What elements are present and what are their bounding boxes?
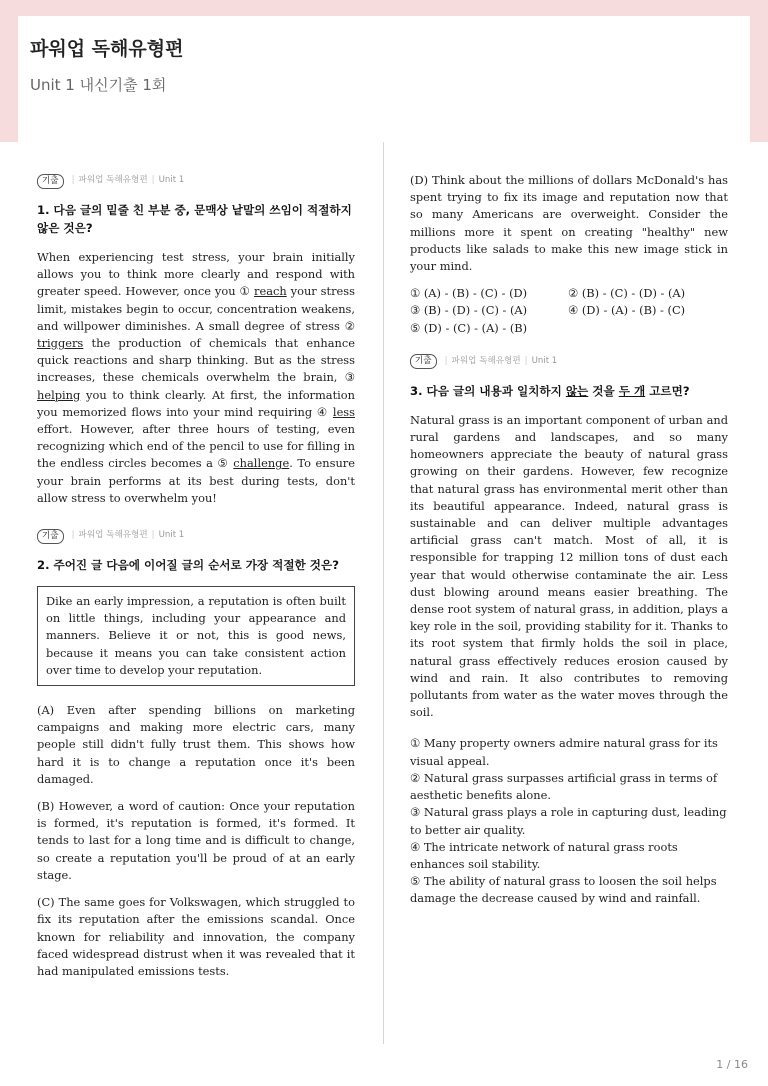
page-subtitle: Unit 1 내신기출 1회 [30, 76, 167, 94]
q2-option-2[interactable]: ② (B) - (C) - (D) - (A) [568, 286, 686, 301]
page-number: 1 / 16 [716, 1058, 748, 1071]
q2-option-3[interactable]: ③ (B) - (D) - (C) - (A) [410, 303, 528, 318]
page-title: 파워업 독해유형편 [30, 38, 184, 60]
q1-title: 1. 다음 글의 밑줄 친 부분 중, 문맥상 낱말의 쓰임이 적절하지 않은 것은? [37, 203, 352, 235]
q2-paragraph-a: (A) Even after spending billions on marketing campaigns and making more electric cars, many people still didn't fully trust them. This shows how hard it is to change a reputation once it's been damaged. [37, 703, 355, 786]
tagline-book: 파워업 독해유형편 [78, 175, 148, 186]
question-tagline: 기출 | 파워업 독해유형편 | Unit 1 [37, 527, 355, 545]
q1-passage: When experiencing test stress, your brain initially allows you to think more clearly and respond with greater speed. However, once you ① reach your stress limit, mistakes begin to occur, concentration weakens, and willpower diminishes. A small degree of stress ② triggers the production of chemicals that enhance quick reactions and sharp thinking. But as the stress increases, these chemicals overwhelm the brain, ③ helping you to think clearly. At first, the information you memorized flows into your mind requiring ④ less effort. However, after three hours of testing, even recognizing which end of the pencil to use for filling in the endless circles becomes a ⑤ challenge. To ensure your brain performs at its best during tests, don't allow stress to overwhelm you! [37, 250, 355, 505]
tagline-book: 파워업 독해유형편 [451, 356, 521, 367]
tagline-book: 파워업 독해유형편 [78, 530, 148, 541]
right-column [410, 172, 728, 908]
q3-option-1[interactable]: ① Many property owners admire natural grass for its visual appeal. [410, 736, 718, 768]
exam-tag: 기출 [37, 174, 64, 189]
q3-option-3[interactable]: ③ Natural grass plays a role in capturing dust, leading to better air quality. [410, 805, 727, 837]
question-tagline: 기출 | 파워업 독해유형편 | Unit 1 [410, 353, 728, 371]
q3-option-4[interactable]: ④ The intricate network of natural grass roots enhances soil stability. [410, 839, 678, 871]
q2-given-box: Dike an early impression, a reputation is often built on little things, including your appearance and manners. Believe it or not, this is good news, because it means you can take consistent action over time to develop your reputation. [37, 586, 355, 686]
tagline-unit: Unit 1 [158, 175, 185, 186]
q2-options [410, 285, 728, 337]
tagline-unit: Unit 1 [158, 530, 185, 541]
q2-paragraph-d: (D) Think about the millions of dollars McDonald's has spent trying to fix its image and reputation now that so many Americans are overweight. Consider the millions more it spent on creating "healthy" new products like salads to make this new image stick in your mind. [410, 173, 728, 274]
column-divider [383, 142, 384, 1044]
question-tagline: 기출 | 파워업 독해유형편 | Unit 1 [37, 172, 355, 190]
q2-option-4[interactable]: ④ (D) - (A) - (B) - (C) [568, 303, 686, 318]
q3-title: 3. 다음 글의 내용과 일치하지 않는 것을 두 개 고르면? [410, 383, 690, 398]
exam-tag: 기출 [37, 529, 64, 544]
q2-option-5[interactable]: ⑤ (D) - (C) - (A) - (B) [410, 320, 528, 335]
q2-title: 2. 주어진 글 다음에 이어질 글의 순서로 가장 적절한 것은? [37, 558, 339, 573]
q3-option-5[interactable]: ⑤ The ability of natural grass to loosen the soil helps damage the decrease caused by wind and rainfall. [410, 874, 717, 906]
q3-passage: Natural grass is an important component of urban and rural gardens and landscapes, and so many homeowners appreciate the beauty of natural grass growing on their gardens. However, few recognize that natural grass has environmental merit other than its beautiful appearance. Indeed, natural grass is sustainable and can deliver multiple advantages artificial grass can't match. Most of all, it is responsible for trapping 12 million tons of dust each year that would otherwise contaminate the air. Less dust blowing around means easier breathing. The dense root system of natural grass, in addition, plays a key role in the soil, providing stability for it. Thanks to its root system that firmly holds the soil in place, natural grass effectively reduces erosion caused by wind and rain. It also contributes to removing pollutants from water as the water moves through the soil. [410, 412, 728, 720]
q3-options [410, 735, 728, 907]
q2-paragraph-c: (C) The same goes for Volkswagen, which struggled to fix its reputation after the emissions scandal. Once known for reliability and innovation, the company faced widespread distrust when it was revealed that it had manipulated emissions tests. [37, 895, 355, 978]
q3-option-2[interactable]: ② Natural grass surpasses artificial grass in terms of aesthetic benefits alone. [410, 770, 718, 803]
exam-tag: 기출 [410, 354, 437, 369]
tagline-unit: Unit 1 [531, 356, 558, 367]
left-column [37, 172, 355, 990]
q2-option-1[interactable]: ① (A) - (B) - (C) - (D) [410, 286, 528, 301]
q2-paragraph-b: (B) However, a word of caution: Once your reputation is formed, it's reputation is formed, it's formed. It tends to last for a long time and is difficult to change, so create a reputation you'll be proud of at an early stage. [37, 799, 355, 882]
